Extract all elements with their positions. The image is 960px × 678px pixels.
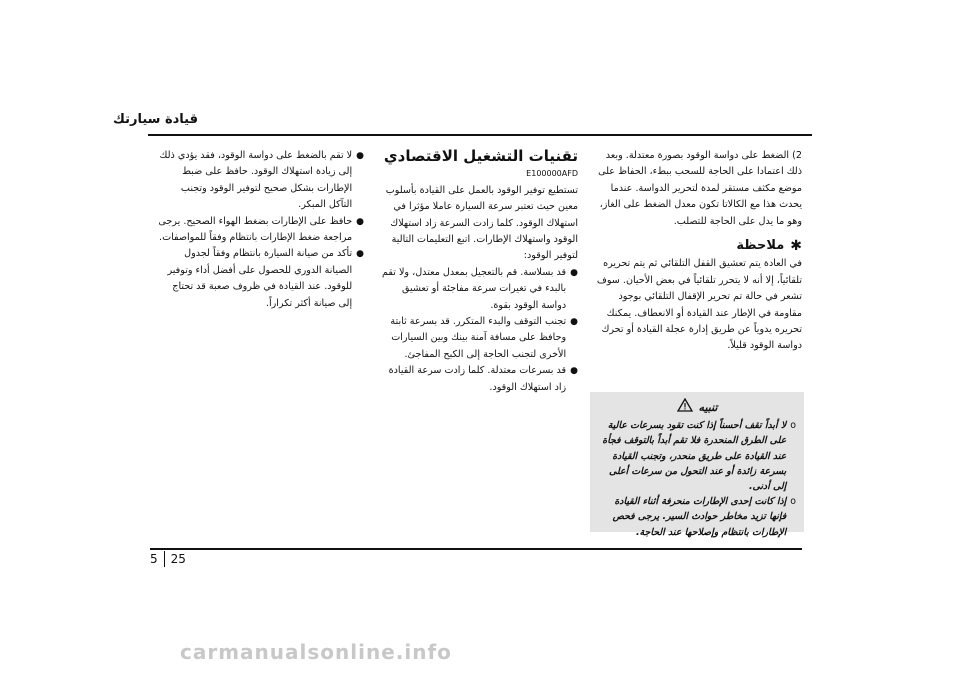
caution-item [598, 418, 796, 494]
list-item [378, 314, 578, 363]
list-item-text: تجنب التوقف والبدء المتكرر. قد بسرعة ثابتة وحافظ على مسافة آمنة بينك وبين السيارات الأخرى لتجنب الحاجة إلى الكبح المفاجئ. [390, 316, 567, 360]
header-title: قيادة سيارتك [112, 112, 198, 127]
footer-rule [150, 548, 802, 550]
right-intro-text: 2) الضغط على دواسة الوقود بصورة معتدلة. وبعد ذلك اعتمادا على الحاجة للسحب ببطء، الحفاظ على موضع مكثف مستقر لمدة لتحرير الدواسة. عندما يحدث هذا مع الكالاتا تكون معدل الضغط على الغاز، وهو ما يدل على الحاجة للتصلب. [598, 150, 802, 227]
section-title: تقنيات التشغيل الاقتصادي [383, 147, 578, 165]
bullet-circle-icon: o [790, 420, 796, 432]
caution-item [598, 494, 796, 540]
list-item-text: تأكد من صيانة السيارة بانتظام وفقاً لجدول الصيانة الدوري للحصول على أفضل أداء وتوفير للوقود. عند القيادة في ظروف صعبة قد تحتاج إلى صيانة أكثر تكراراً. [167, 248, 353, 309]
page-section: 5 [150, 552, 158, 566]
asterisk-icon: ✱ [790, 238, 802, 255]
page-number [150, 551, 186, 567]
left-column [158, 148, 364, 312]
note-text: في العادة يتم تعشيق القفل التلقائي ثم يتم تحريره تلقائياً، إلا أنه لا يتحرر تلقائياً في بعض الأحيان. سوف تشعر في حالة تم تحرير الإقفال التلقائي بوجود مقاومة في الإطار عند القيادة أو الانعطاف. يمكنك تحريره يدوياً عن طريق إدارة عجلة القيادة أو تحرك دواسة الوقود قليلاً. [596, 258, 802, 352]
list-item-text: قد بسلاسة. قم بالتعجيل بمعدل معتدل، ولا تقم بالبدء في تغيرات سرعة مفاجئة أو تعشيق دواسة الوقود بقوة. [381, 266, 567, 311]
middle-column [378, 148, 578, 396]
note-heading [592, 238, 802, 254]
caution-item-text: لا أبداً تقف أحسناً إذا كنت تقود بسرعات عالية على الطرق المنحدرة فلا تقم أبداً بالتوقف فجأة عند القيادة على طريق منحدر، وتجنب القيادة بسرعة زائدة أو عند التحول من سرعات أعلى إلى أدنى. [602, 420, 787, 493]
page-number-divider [164, 551, 165, 567]
right-column [592, 148, 802, 355]
caution-heading [598, 398, 796, 416]
list-item-text: حافظ على الإطارات بضغط الهواء الصحيح. يرجى مراجعة ضغط الإطارات بانتظام وفقاً للمواصفات. [158, 215, 353, 244]
mid-paragraph: تستطيع توفير الوقود بالعمل على القيادة بأسلوب معين حيث تعتبر سرعة السيارة عاملا مؤثرا في استهلاك الوقود. كلما زادت السرعة زاد استهلاك الوقود واستهلاك الإطارات. اتبع التعليمات التالية لتوفير الوقود: [385, 184, 578, 262]
bullet-dot-icon: ● [356, 249, 364, 260]
caution-box [590, 392, 804, 538]
bullet-dot-icon: ● [570, 317, 578, 328]
list-item [378, 265, 578, 314]
list-item [158, 148, 364, 214]
bullet-dot-icon: ● [570, 267, 578, 278]
list-item [158, 214, 364, 247]
list-item [378, 363, 578, 396]
watermark: carmanualsonline.info [180, 640, 452, 664]
caution-title: تنبيه [698, 400, 718, 414]
bullet-dot-icon: ● [356, 151, 364, 161]
page-number-value: 25 [170, 552, 186, 566]
list-item-text: لا تقم بالضغط على دواسة الوقود، فقد يؤدي ذلك إلى زيادة استهلاك الوقود. حافظ على ضبط الإطارات بشكل صحيح لتوفير الوقود وتجنب التآكل المبكر. [159, 150, 353, 211]
section-code: E100000AFD [526, 169, 578, 179]
caution-item-text: إذا كانت إحدى الإطارات منحرفة أثناء القيادة فإنها تزيد مخاطر حوادث السير. يرجى فحص الإطارات بانتظام وإصلاحها عند الحاجة. [612, 496, 787, 538]
warning-triangle-icon [677, 398, 693, 416]
note-title: ملاحظة [736, 238, 785, 254]
header-rule [148, 134, 812, 136]
bullet-circle-icon: o [790, 496, 796, 508]
bullet-dot-icon: ● [356, 216, 364, 227]
bullet-dot-icon: ● [570, 366, 578, 377]
list-item [158, 246, 364, 312]
list-item-text: قد بسرعات معتدلة. كلما زادت سرعة القيادة زاد استهلاك الوقود. [388, 365, 567, 393]
